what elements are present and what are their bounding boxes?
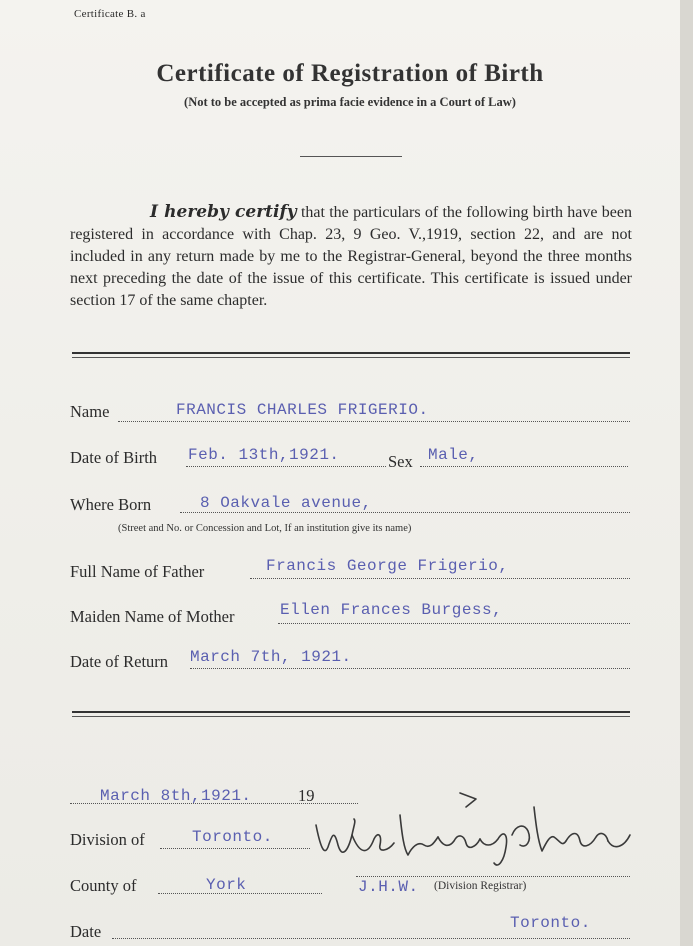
county-value: York <box>206 876 247 894</box>
return-value: March 7th, 1921. <box>190 648 352 666</box>
registrar-initials: J.H.W. <box>358 878 419 896</box>
name-label: Name <box>70 402 110 421</box>
sex-line <box>420 466 628 467</box>
name-line <box>118 421 630 422</box>
where-born-note: (Street and No. or Concession and Lot, If an institution give its name) <box>118 523 412 534</box>
title-rule <box>300 156 402 157</box>
father-label: Full Name of Father <box>70 562 205 581</box>
certify-body: that the particulars of the following birth have been registered in accordance with Chap. 23, 9 Geo. V.,1919, section 22, and are not included in any return made by me to the Registrar-General, beyond the three months next preceding the date of the issue of this certificate. This certificate is issued under section 17 of the same chapter. <box>70 204 632 309</box>
city-value: Toronto. <box>510 914 591 932</box>
registrar-title: (Division Registrar) <box>434 880 527 892</box>
name-value: FRANCIS CHARLES FRIGERIO. <box>176 401 429 419</box>
sex-value: Male, <box>428 446 479 464</box>
division-line <box>160 848 310 849</box>
division-value: Toronto. <box>192 828 273 846</box>
form-code: Certificate B. a <box>74 8 146 20</box>
date-label: Date <box>70 922 102 941</box>
sex-label: Sex <box>388 452 413 471</box>
mother-line <box>278 623 630 624</box>
dob-label: Date of Birth <box>70 448 158 467</box>
where-born-line <box>180 512 630 513</box>
father-value: Francis George Frigerio, <box>266 557 509 575</box>
certificate-subtitle: (Not to be accepted as prima facie evidence in a Court of Law) <box>184 95 516 109</box>
certificate-title: Certificate of Registration of Birth <box>156 60 544 87</box>
dob-value: Feb. 13th,1921. <box>188 446 340 464</box>
mother-value: Ellen Frances Burgess, <box>280 601 503 619</box>
section-rule-bottom <box>72 711 630 717</box>
where-born-value: 8 Oakvale avenue, <box>200 494 372 512</box>
registrar-signature-line <box>356 876 630 877</box>
issue-year-suffix: 19 <box>298 786 315 805</box>
father-line <box>250 578 630 579</box>
county-label: County of <box>70 876 137 895</box>
where-born-label: Where Born <box>70 495 152 514</box>
certification-text <box>70 201 632 312</box>
dob-line <box>186 466 386 467</box>
return-line <box>190 668 630 669</box>
mother-label: Maiden Name of Mother <box>70 607 235 626</box>
section-rule-top <box>72 352 630 358</box>
paper-edge <box>680 0 693 946</box>
division-label: Division of <box>70 830 145 849</box>
certify-lead: I hereby certify <box>150 202 297 222</box>
registrar-signature <box>308 785 648 875</box>
date-line <box>112 938 630 939</box>
issue-date: March 8th,1921. <box>100 787 252 805</box>
return-label: Date of Return <box>70 652 169 671</box>
